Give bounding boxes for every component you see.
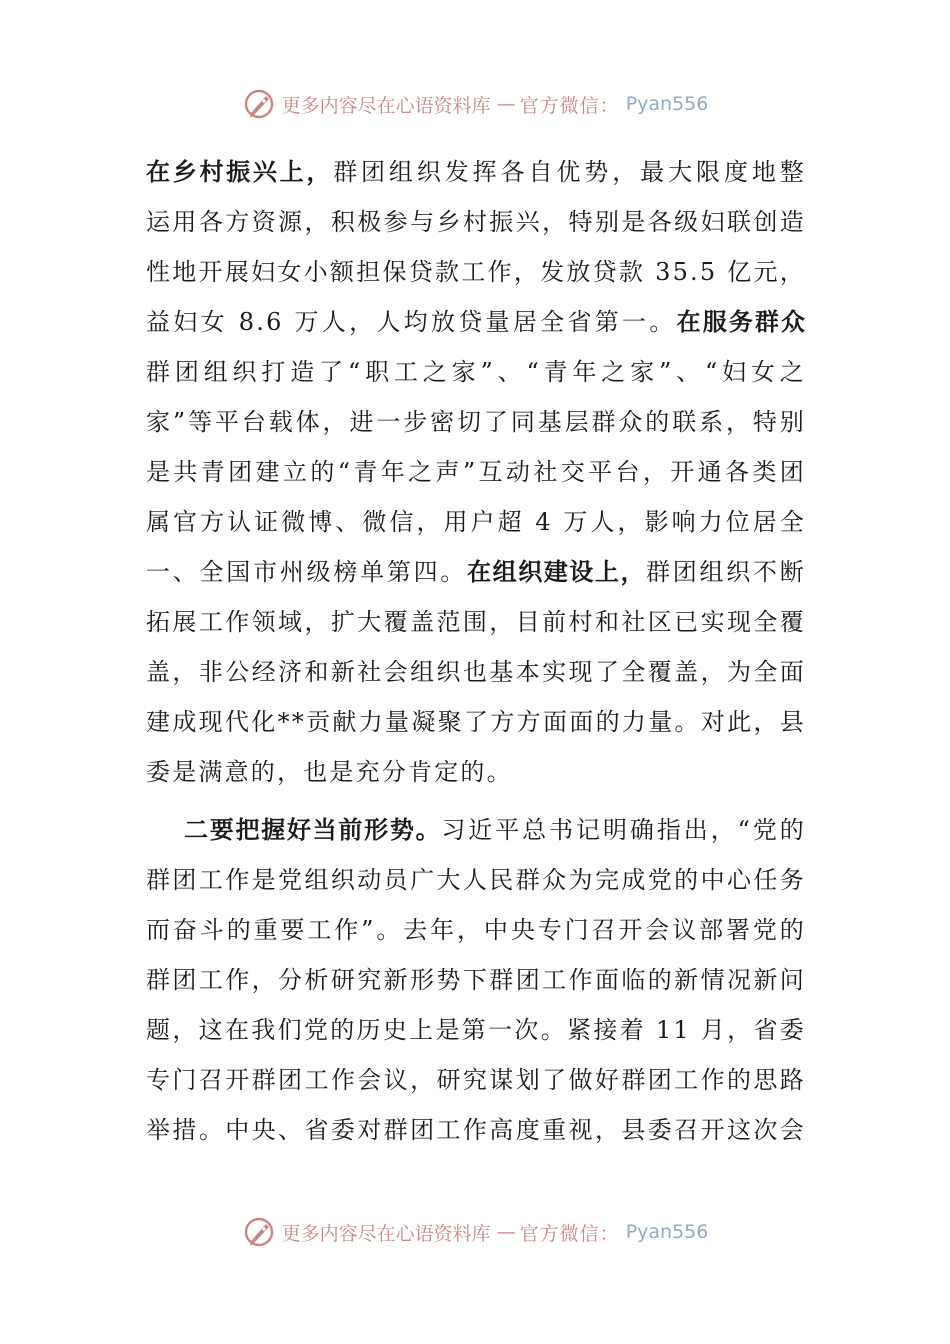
watermark-text: 更多内容尽在心语资料库 bbox=[281, 94, 491, 117]
text-line bbox=[146, 1105, 806, 1155]
text-segment: 委是满意的，也是充分肯定的。 bbox=[146, 758, 513, 786]
text-line bbox=[146, 1055, 806, 1105]
bold-text-segment: 在服务群众 bbox=[676, 308, 806, 336]
text-line bbox=[146, 397, 806, 447]
text-line bbox=[146, 297, 806, 347]
watermark-separator: — bbox=[496, 1221, 514, 1243]
watermark-wechat-id: Pyan556 bbox=[625, 1221, 709, 1243]
text-segment: 群团组织不断 bbox=[646, 558, 806, 586]
paragraph-1 bbox=[146, 147, 806, 797]
text-segment: 是共青团建立的“青年之声”互动社交平台，开通各类团 bbox=[146, 458, 806, 486]
text-line bbox=[146, 647, 806, 697]
watermark-wechat-label: 官方微信： bbox=[519, 1222, 620, 1245]
text-segment: 而奋斗的重要工作”。去年，中央专门召开会议部署党的 bbox=[146, 916, 806, 944]
text-line bbox=[146, 747, 806, 797]
text-segment: 群团组织打造了“职工之家”、“青年之家”、“妇女之 bbox=[146, 358, 806, 386]
text-segment: 群团工作，分析研究新形势下群团工作面临的新情况新问 bbox=[146, 966, 806, 994]
text-line bbox=[146, 1005, 806, 1055]
text-segment: 举措。中央、省委对群团工作高度重视，县委召开这次会 bbox=[146, 1116, 806, 1144]
text-line bbox=[146, 547, 806, 597]
text-line bbox=[146, 697, 806, 747]
bold-text-segment: 在乡村振兴上， bbox=[146, 158, 334, 186]
text-segment: 性地开展妇女小额担保贷款工作，发放贷款 35.5 亿元， bbox=[146, 258, 806, 286]
paragraph-2 bbox=[146, 805, 806, 1155]
text-segment: 家”等平台载体，进一步密切了同基层群众的联系，特别 bbox=[146, 408, 806, 436]
watermark-wechat-label: 官方微信： bbox=[519, 94, 620, 117]
text-line bbox=[146, 347, 806, 397]
text-line bbox=[146, 597, 806, 647]
text-segment: 建成现代化**贡献力量凝聚了方方面面的力量。对此，县 bbox=[146, 708, 806, 736]
text-line bbox=[146, 447, 806, 497]
text-line bbox=[146, 855, 806, 905]
text-segment: 题，这在我们党的历史上是第一次。紧接着 11 月，省委 bbox=[146, 1016, 806, 1044]
text-segment: 运用各方资源，积极参与乡村振兴，特别是各级妇联创造 bbox=[146, 208, 806, 236]
text-segment: 群团工作是党组织动员广大人民群众为完成党的中心任务 bbox=[146, 866, 806, 894]
text-line bbox=[146, 497, 806, 547]
watermark-text: 更多内容尽在心语资料库 bbox=[281, 1222, 491, 1245]
header-watermark bbox=[0, 82, 950, 126]
text-line bbox=[146, 905, 806, 955]
bold-text-segment: 二要把握好当前形势。 bbox=[184, 816, 442, 844]
text-line bbox=[146, 147, 806, 197]
pen-nib-circle-icon bbox=[242, 87, 276, 121]
watermark-separator: — bbox=[496, 93, 514, 115]
text-line bbox=[146, 197, 806, 247]
text-segment: 属官方认证微博、微信，用户超 4 万人，影响力位居全 bbox=[146, 508, 806, 536]
text-segment: 专门召开群团工作会议，研究谋划了做好群团工作的思路 bbox=[146, 1066, 806, 1094]
bold-text-segment: 在组织建设上， bbox=[467, 558, 647, 586]
pen-nib-circle-icon bbox=[242, 1215, 276, 1249]
text-segment: 习近平总书记明确指出，“党的 bbox=[441, 816, 806, 844]
footer-watermark bbox=[0, 1210, 950, 1254]
document-body bbox=[146, 147, 806, 1155]
text-line bbox=[146, 247, 806, 297]
text-segment: 盖，非公经济和新社会组织也基本实现了全覆盖，为全面 bbox=[146, 658, 806, 686]
text-segment: 拓展工作领域，扩大覆盖范围，目前村和社区已实现全覆 bbox=[146, 608, 806, 636]
watermark-wechat-id: Pyan556 bbox=[625, 93, 709, 115]
text-segment: 一、全国市州级榜单第四。 bbox=[146, 558, 468, 586]
text-line bbox=[146, 955, 806, 1005]
text-segment: 益妇女 8.6 万人，人均放贷量居全省第一。 bbox=[146, 308, 677, 336]
text-segment: 群团组织发挥各自优势，最大限度地整 bbox=[333, 158, 806, 186]
text-line bbox=[146, 805, 806, 855]
